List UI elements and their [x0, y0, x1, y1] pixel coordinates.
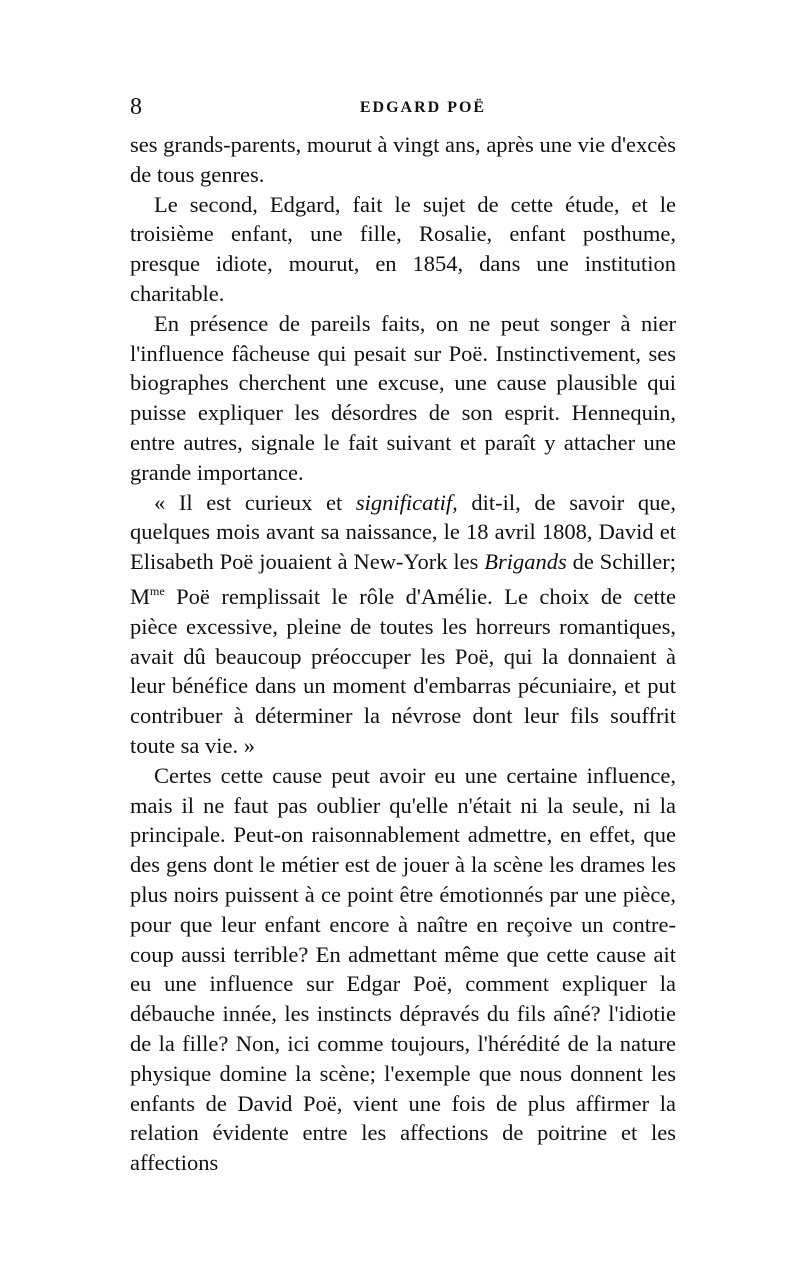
- page-header: [130, 92, 676, 122]
- paragraph-hennequin: En présence de pareils faits, on ne peut songer à nier l'influence fâcheuse qui pesait sur Poë. Instinctivement, ses biographes cherchent une excuse, une cause plausible qui puisse expliquer les désordres de son esprit. Hennequin, entre autres, signale le fait suivant et paraît y attacher une grande importance.: [130, 310, 676, 485]
- quote-italic-brigands: Brigands: [484, 549, 567, 575]
- quote-text-2: dit-il, de savoir que, quelques mois avant sa naissance, le 18 avril 1808, David et Elisabeth Poë jouaient à New-York les: [130, 489, 676, 575]
- quote-italic-significatif: significatif,: [355, 489, 458, 515]
- page-number: 8: [130, 94, 142, 120]
- paragraph-certes: Certes cette cause peut avoir eu une certaine influence, mais il ne faut pas oublier qu'elle n'était ni la seule, ni la principale. Peut-on raisonnablement admettre, en effet, que des gens dont le métier est de jouer à la scène les drames les plus noirs puissent à ce point être émotionnés par une pièce, pour que leur enfant encore à naître en reçoive un contre-coup aussi terrible? En admettant même que cette cause ait eu une influence sur Edgar Poë, comment expliquer la débauche innée, les instincts dépravés du fils aîné? l'idiotie de la fille? Non, ici comme toujours, l'hérédité de la nature physique domine la scène; l'exemple que nous donnent les enfants de David Poë, vient une fois de plus affirmer la relation évidente entre les affections de poitrine et les affections: [130, 762, 676, 1176]
- quote-text-1: « Il est curieux et: [154, 489, 356, 515]
- running-title: EDGARD POË: [359, 99, 487, 116]
- paragraph-continued: ses grands-parents, mourut à vingt ans, après une vie d'excès de tous genres.: [130, 132, 676, 187]
- paragraph-second-child: Le second, Edgard, fait le sujet de cette étude, et le troisième enfant, une fille, Rosalie, enfant posthume, presque idiote, mourut, en 1854, dans une institution charitable.: [130, 191, 676, 306]
- quote-superscript: me: [150, 583, 165, 598]
- page-body: [130, 130, 676, 1178]
- quote-text-4: Poë remplissait le rôle d'Amélie. Le choix de cette pièce excessive, pleine de toutes les horreurs romantiques, avait dû beaucoup préoccuper les Poë, qui la donnaient à leur bénéfice dans un moment d'embarras pécuniaire, et put contribuer à déterminer la névrose dont leur fils souffrit toute sa vie. »: [130, 583, 676, 758]
- paragraph-quotation: [130, 488, 676, 761]
- quote-text-3: de Schiller; M: [130, 549, 676, 609]
